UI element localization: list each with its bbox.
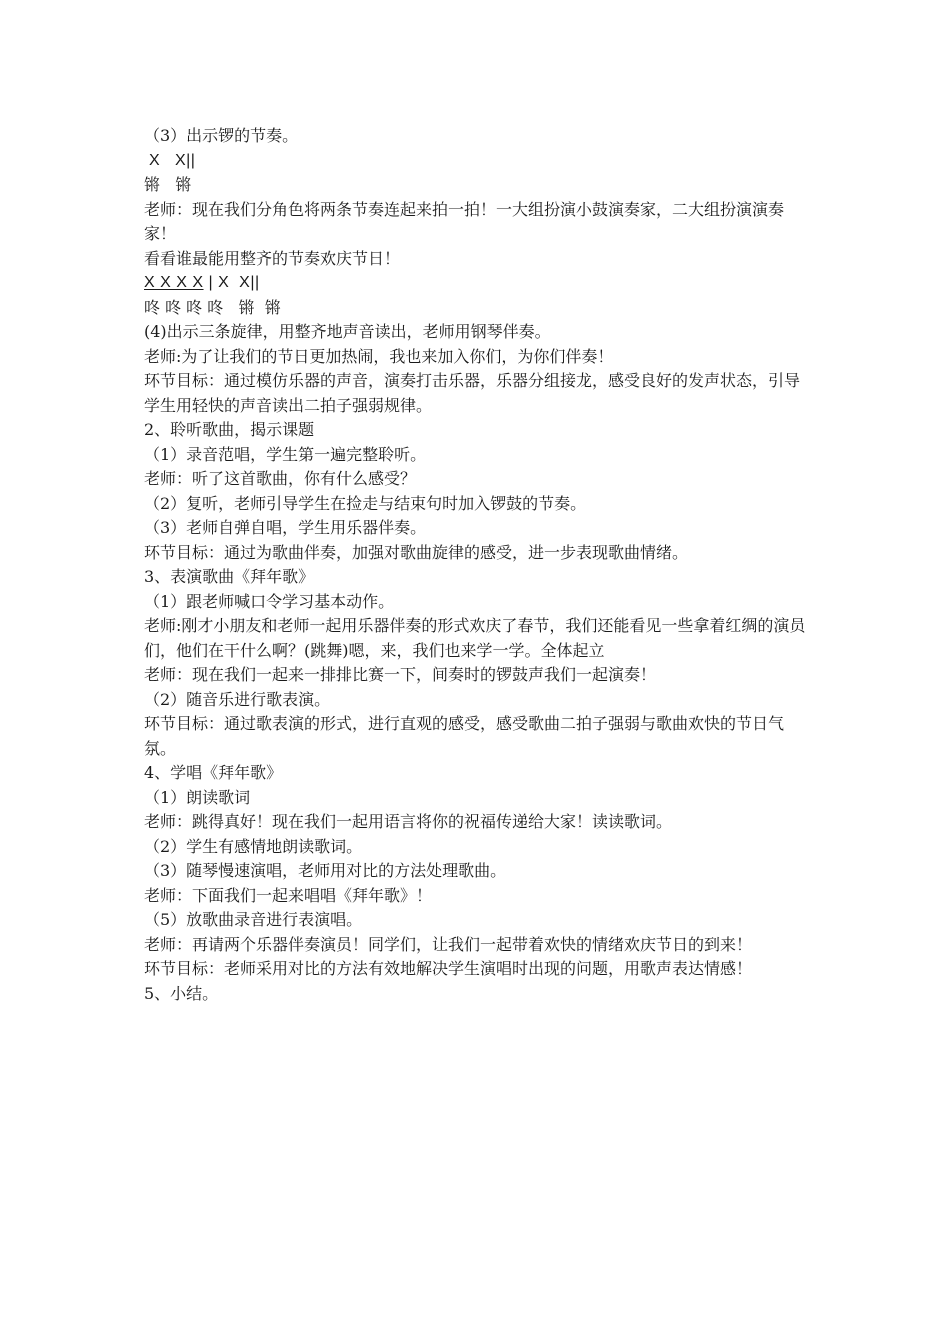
text-line: 老师：下面我们一起来唱唱《拜年歌》！ [144, 885, 433, 905]
rhythm-underlined-beats: X X X X [144, 274, 204, 291]
text-line: （5）放歌曲录音进行表演唱。 [144, 910, 363, 929]
section-goal: 环节目标：通过歌表演的形式，进行直观的感受，感受歌曲二拍子强弱与歌曲欢快的节日气氛。 [144, 714, 785, 758]
rhythm-notation-gong: X X|| [144, 151, 196, 169]
text-line: 老师:为了让我们的节日更加热闹，我也来加入你们，为你们伴奏！ [144, 346, 614, 366]
text-line: 老师:刚才小朋友和老师一起用乐器伴奏的形式欢庆了春节，我们还能看见一些拿着红绸的演员们，他们在干什么啊？(跳舞)嗯，来，我们也来学一学。全体起立 [144, 616, 806, 660]
section-goal: 环节目标：通过为歌曲伴奏，加强对歌曲旋律的感受，进一步表现歌曲情绪。 [144, 542, 689, 562]
text-line: 老师：听了这首歌曲，你有什么感受？ [144, 469, 417, 488]
text-line: （2）学生有感情地朗读歌词。 [144, 836, 363, 856]
text-line: （2）随音乐进行歌表演。 [144, 689, 331, 709]
section-goal: 环节目标：通过模仿乐器的声音，演奏打击乐器，乐器分组接龙，感受良好的发声状态，引导学生用轻快的声音读出二拍子强弱规律。 [144, 371, 801, 415]
text-line: 咚 咚 咚 咚 锵 锵 [144, 297, 281, 317]
rhythm-remaining-beats: | X X|| [203, 274, 260, 291]
rhythm-notation-combined [144, 271, 812, 296]
text-line: 老师：现在我们分角色将两条节奏连起来拍一拍！一大组扮演小鼓演奏家，二大组扮演演奏家！ [144, 199, 785, 243]
text-line: （1）跟老师喊口令学习基本动作。 [144, 591, 395, 611]
text-line: 老师：跳得真好！现在我们一起用语言将你的祝福传递给大家！读读歌词。 [144, 812, 673, 831]
section-heading: 4、学唱《拜年歌》 [144, 763, 283, 782]
section-goal: 环节目标：老师采用对比的方法有效地解决学生演唱时出现的问题，用歌声表达情感！ [144, 959, 753, 978]
text-line: （3）老师自弹自唱，学生用乐器伴奏。 [144, 518, 427, 537]
text-line: （1）录音范唱，学生第一遍完整聆听。 [144, 444, 427, 464]
text-line: （3）出示锣的节奏。 [144, 126, 299, 145]
text-line: 老师：再请两个乐器伴奏演员！同学们，让我们一起带着欢快的情绪欢庆节日的到来！ [144, 934, 753, 954]
text-line: 看看谁最能用整齐的节奏欢庆节日！ [144, 248, 401, 268]
section-heading: 5、小结。 [144, 983, 219, 1003]
text-line: （3）随琴慢速演唱，老师用对比的方法处理歌曲。 [144, 861, 507, 880]
section-heading: 3、表演歌曲《拜年歌》 [144, 567, 315, 586]
text-line: 锵 锵 [144, 175, 192, 194]
text-line: （2）复听，老师引导学生在捡走与结束句时加入锣鼓的节奏。 [144, 493, 587, 513]
section-heading: 2、聆听歌曲，揭示课题 [144, 420, 315, 439]
text-line: （1）朗读歌词 [144, 787, 251, 807]
text-line: (4)出示三条旋律，用整齐地声音读出，老师用钢琴伴奏。 [144, 322, 551, 341]
text-line: 老师：现在我们一起来一排排比赛一下，间奏时的锣鼓声我们一起演奏！ [144, 665, 657, 684]
document-page [144, 124, 812, 1006]
